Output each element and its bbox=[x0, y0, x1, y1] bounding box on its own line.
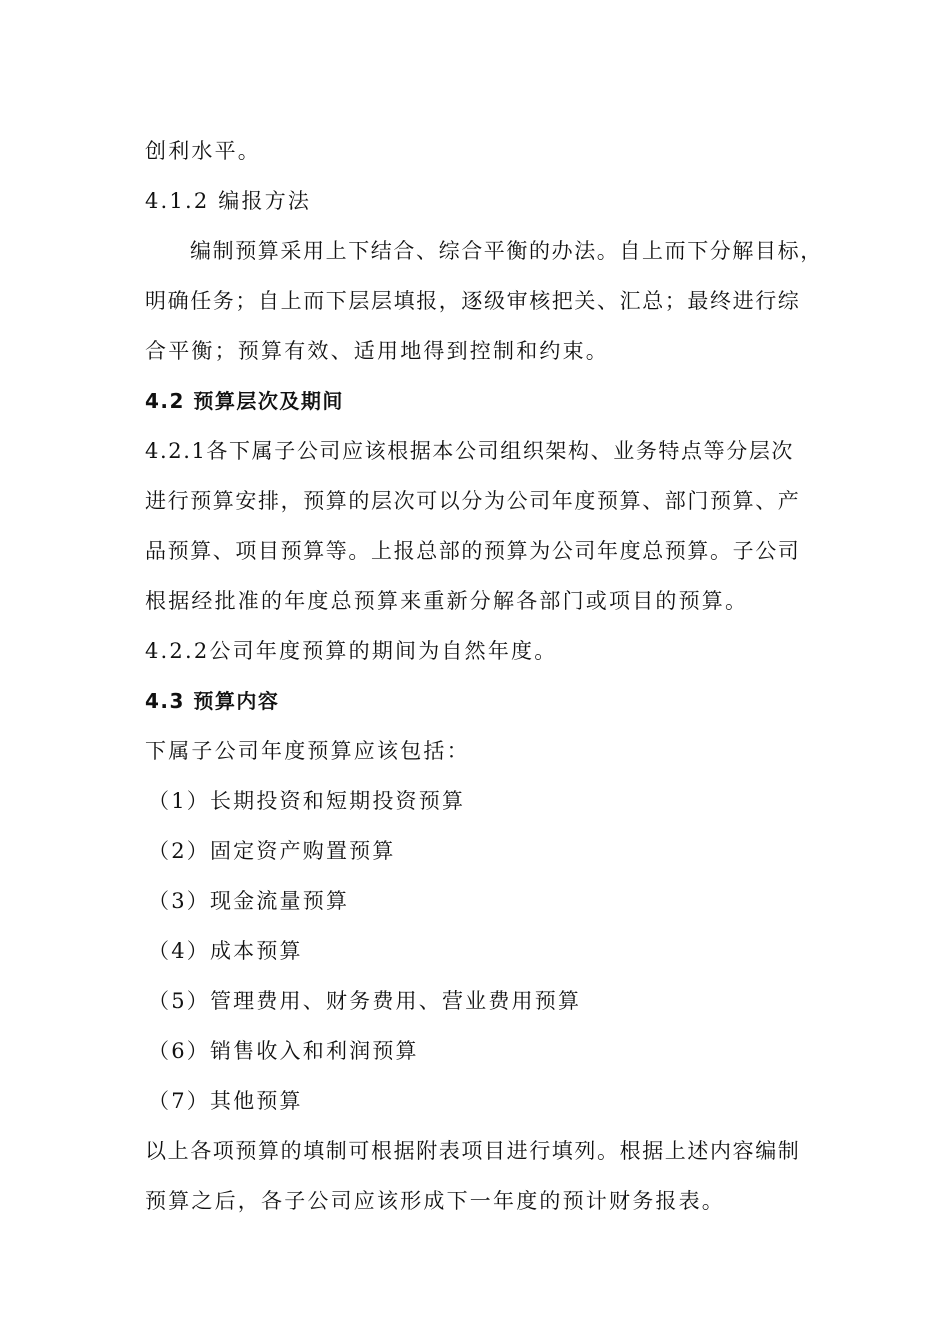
list-item: （2）固定资产购置预算 bbox=[148, 839, 396, 863]
paragraph-line: 编制预算采用上下结合、综合平衡的办法。自上而下分解目标， bbox=[190, 239, 823, 263]
list-item: （3）现金流量预算 bbox=[148, 889, 350, 913]
list-item: （4）成本预算 bbox=[148, 939, 303, 963]
list-item: （7）其他预算 bbox=[148, 1089, 303, 1113]
list-item: （1）长期投资和短期投资预算 bbox=[148, 789, 466, 813]
section-heading: 4.3 预算内容 bbox=[145, 689, 280, 713]
paragraph-line: 合平衡；预算有效、适用地得到控制和约束。 bbox=[145, 339, 609, 363]
list-item: （6）销售收入和利润预算 bbox=[148, 1039, 419, 1063]
section-heading: 4.2 预算层次及期间 bbox=[145, 389, 344, 413]
paragraph-line: 品预算、项目预算等。上报总部的预算为公司年度总预算。子公司 bbox=[145, 539, 801, 563]
paragraph-line: 下属子公司年度预算应该包括： bbox=[145, 739, 470, 763]
subsection-heading: 4.1.2 编报方法 bbox=[145, 189, 312, 213]
paragraph-line: 以上各项预算的填制可根据附表项目进行填列。根据上述内容编制 bbox=[145, 1139, 801, 1163]
paragraph-line: 明确任务；自上而下层层填报，逐级审核把关、汇总；最终进行综 bbox=[145, 289, 801, 313]
paragraph-line: 创利水平。 bbox=[145, 139, 261, 163]
list-item: （5）管理费用、财务费用、营业费用预算 bbox=[148, 989, 582, 1013]
paragraph-line: 4.2.2公司年度预算的期间为自然年度。 bbox=[145, 639, 558, 663]
paragraph-line: 预算之后，各子公司应该形成下一年度的预计财务报表。 bbox=[145, 1189, 725, 1213]
paragraph-line: 进行预算安排，预算的层次可以分为公司年度预算、部门预算、产 bbox=[145, 489, 801, 513]
paragraph-line: 4.2.1各下属子公司应该根据本公司组织架构、业务特点等分层次 bbox=[145, 439, 795, 463]
paragraph-line: 根据经批准的年度总预算来重新分解各部门或项目的预算。 bbox=[145, 589, 749, 613]
